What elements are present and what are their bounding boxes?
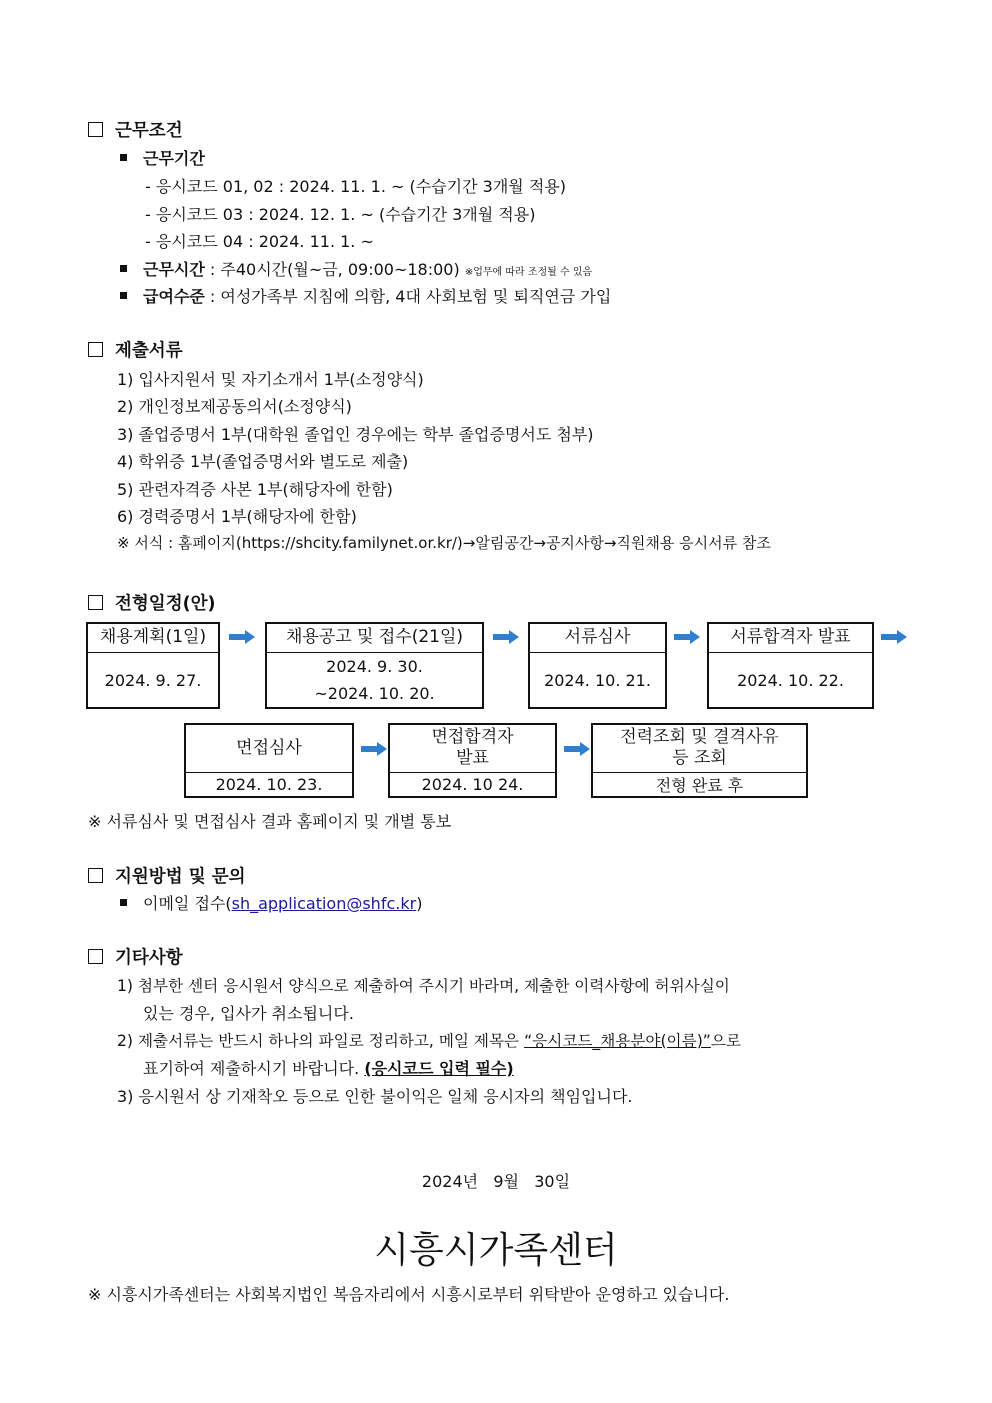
schedule-step-doc-review: 서류심사 2024. 10. 21. [528, 622, 667, 709]
etc-item: 2) 제출서류는 반드시 하나의 파일로 정리하고, 메일 제목은 “응시코드_채용분야(이름)”으로 [117, 1032, 741, 1050]
bullet-icon [120, 899, 127, 906]
schedule-note: ※ 서류심사 및 면접심사 결과 홈페이지 및 개별 통보 [88, 812, 452, 831]
checkbox-icon [88, 949, 103, 964]
footer-note: ※ 시흥시가족센터는 사회복지법인 복음자리에서 시흥시로부터 위탁받아 운영하고 있습니다. [88, 1285, 730, 1304]
etc-item: 1) 첨부한 센터 응시원서 양식으로 제출하여 주시기 바라며, 제출한 이력사항에 허위사실이 [117, 977, 730, 995]
schedule-step-interview-result: 면접합격자 발표 2024. 10 24. [388, 723, 557, 798]
bullet-icon [120, 265, 127, 272]
doc-item: 6) 경력증명서 1부(해당자에 한함) [117, 507, 357, 526]
bullet-icon [120, 292, 127, 299]
checkbox-icon [88, 122, 103, 137]
schedule-step-notice: 채용공고 및 접수(21일) 2024. 9. 30. ~2024. 10. 20. [265, 622, 484, 709]
checkbox-icon [88, 595, 103, 610]
period-line: - 응시코드 03 : 2024. 12. 1. ~ (수습기간 3개월 적용) [145, 205, 536, 224]
doc-item: 1) 입사지원서 및 자기소개서 1부(소정양식) [117, 370, 424, 389]
footer-date: 2024년 9월 30일 [421, 1172, 571, 1191]
checkbox-icon [88, 868, 103, 883]
arrow-right-icon [564, 742, 590, 756]
checkbox-icon [88, 342, 103, 357]
work-period-row: 근무기간 [120, 146, 205, 169]
schedule-step-interview: 면접심사 2024. 10. 23. [184, 723, 354, 798]
email-link[interactable]: sh_application@shfc.kr [231, 894, 417, 913]
schedule-step-background-check: 전력조회 및 결격사유 등 조회 전형 완료 후 [591, 723, 808, 798]
arrow-right-icon [229, 630, 255, 644]
etc-item-cont: 표기하여 제출하시기 바랍니다. (응시코드 입력 필수) [143, 1059, 514, 1078]
period-line: - 응시코드 04 : 2024. 11. 1. ~ [145, 232, 374, 251]
doc-item: 3) 졸업증명서 1부(대학원 졸업인 경우에는 학부 졸업증명서도 첨부) [117, 425, 594, 444]
section-etc-title: 기타사항 [88, 944, 183, 969]
footer-org: 시흥시가족센터 [374, 1230, 618, 1271]
section-docs-title: 제출서류 [88, 337, 183, 362]
doc-form-note: ※ 서식 : 홈페이지(https://shcity.familynet.or.kr/)→알림공간→공지사항→직원채용 응시서류 참조 [117, 534, 771, 552]
etc-item-cont: 있는 경우, 입사가 취소됩니다. [143, 1004, 354, 1023]
section-work-title: 근무조건 [88, 117, 183, 142]
doc-item: 2) 개인정보제공동의서(소정양식) [117, 397, 352, 416]
schedule-step-doc-result: 서류합격자 발표 2024. 10. 22. [707, 622, 874, 709]
arrow-right-icon [493, 630, 519, 644]
schedule-step-plan: 채용계획(1일) 2024. 9. 27. [86, 622, 220, 709]
doc-item: 4) 학위증 1부(졸업증명서와 별도로 제출) [117, 452, 409, 471]
apply-email-row: 이메일 접수(sh_application@shfc.kr) [120, 891, 422, 914]
work-pay-row: 급여수준 : 여성가족부 지침에 의함, 4대 사회보험 및 퇴직연금 가입 [120, 284, 611, 307]
work-hours-row: 근무시간 : 주40시간(월~금, 09:00~18:00) ※업무에 따라 조정될 수 있음 [120, 257, 592, 280]
section-apply-title: 지원방법 및 문의 [88, 863, 246, 888]
period-line: - 응시코드 01, 02 : 2024. 11. 1. ~ (수습기간 3개월 적용) [145, 177, 566, 196]
arrow-right-icon [674, 630, 700, 644]
etc-item: 3) 응시원서 상 기재착오 등으로 인한 불이익은 일체 응시자의 책임입니다. [117, 1087, 633, 1106]
arrow-right-icon [881, 630, 907, 644]
doc-item: 5) 관련자격증 사본 1부(해당자에 한함) [117, 480, 393, 499]
bullet-icon [120, 154, 127, 161]
arrow-right-icon [361, 742, 387, 756]
section-schedule-title: 전형일정(안) [88, 590, 216, 615]
